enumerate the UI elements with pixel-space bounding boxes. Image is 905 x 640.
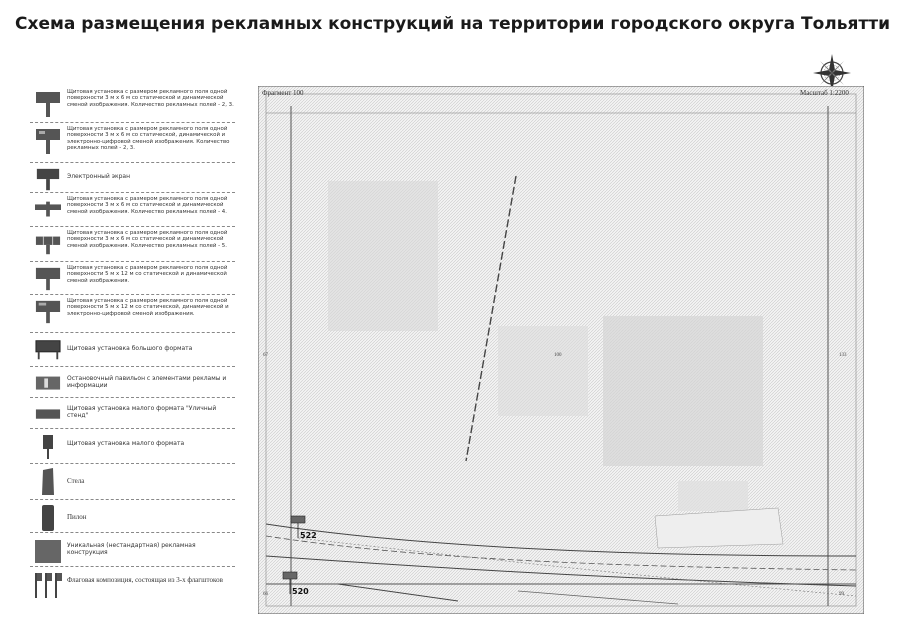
electronic-screen-icon — [34, 167, 62, 193]
legend-item — [30, 429, 235, 464]
legend-text: Уникальная (нестандартная) рекламная конструкция — [67, 542, 196, 557]
legend-text: Остановочный павильон с элементами рекламы и информации — [67, 375, 227, 390]
grid-label: 66 — [263, 592, 268, 597]
large-format-icon — [34, 337, 62, 363]
billboard-4-fields-icon — [34, 197, 62, 223]
marker-label-520[interactable]: 520 — [292, 587, 309, 596]
legend-text: Щитовая установка большого формата — [67, 345, 193, 352]
legend-item — [30, 123, 235, 163]
legend-text: Щитовая установка малого формата — [67, 440, 185, 447]
billboard-5x12-digital-icon — [34, 299, 62, 325]
legend-text: Электронный экран — [67, 173, 131, 180]
fragment-label: Фрагмент 100 — [262, 89, 304, 97]
legend-item — [30, 567, 235, 601]
legend — [30, 86, 235, 601]
legend-text: Щитовая установка с размером рекламного поля одной поверхности 3 м х 6 м со статической и динамической сменой изображения. Количество рекламных полей - 2, 3. — [67, 89, 234, 108]
legend-item — [30, 464, 235, 500]
marker-label-522[interactable]: 522 — [300, 531, 317, 540]
scale-label: Масштаб 1:2200 — [800, 89, 849, 97]
small-format-icon — [34, 433, 62, 461]
legend-text: Щитовая установка с размером рекламного поля одной поверхности 3 м х 6 м со статической, динамической и электронно-цифровой сменой изображения. Количество рекламных полей - 2, 3. — [67, 126, 230, 151]
legend-item — [30, 500, 235, 533]
legend-text: Щитовая установка с размером рекламного поля одной поверхности 5 м х 12 м со статической и динамической сменой изображения. — [67, 265, 228, 284]
legend-item — [30, 86, 235, 123]
unique-structure-icon — [34, 537, 62, 565]
legend-text: Стела — [67, 477, 85, 485]
marker-522-icon[interactable] — [291, 516, 305, 523]
legend-text: Щитовая установка с размером рекламного поля одной поверхности 5 м х 12 м со статической, динамической и электронно-цифровой сменой изображения. — [67, 298, 229, 317]
legend-item — [30, 367, 235, 398]
grid-label: 100 — [554, 353, 562, 358]
legend-text: Щитовая установка с размером рекламного поля одной поверхности 3 м х 6 м со статической и динамической сменой изображения. Количество рекламных полей - 4. — [67, 196, 228, 215]
legend-text: Флаговая композиция, состоящая из 3-х флагштоков — [67, 576, 223, 584]
legend-text: Щитовая установка малого формата "Уличный стенд" — [67, 405, 217, 420]
grid-label: 99 — [839, 592, 844, 597]
marker-520-icon[interactable] — [283, 572, 297, 579]
legend-item — [30, 193, 235, 227]
map — [258, 86, 864, 614]
legend-text: Щитовая установка с размером рекламного поля одной поверхности 3 м х 6 м со статической и динамической сменой изображения. Количество рекламных полей - 5. — [67, 230, 228, 249]
billboard-3x6-icon — [34, 90, 62, 118]
legend-text: Пилон — [67, 513, 87, 521]
billboard-5x12-icon — [34, 266, 62, 292]
legend-item — [30, 227, 235, 262]
billboard-3x6-digital-icon — [34, 127, 62, 155]
legend-item — [30, 163, 235, 193]
pylon-icon — [34, 504, 62, 532]
bus-stop-pavilion-icon — [34, 371, 62, 397]
billboard-5-fields-icon — [34, 231, 62, 257]
page-title: Схема размещения рекламных конструкций на территории городского округа Тольятти — [15, 14, 890, 34]
stele-icon — [34, 468, 62, 496]
grid-label: 133 — [839, 353, 847, 358]
grid-label: 67 — [263, 353, 268, 358]
legend-item — [30, 295, 235, 333]
street-stand-icon — [34, 402, 62, 428]
flag-composition-icon — [34, 571, 62, 599]
legend-item — [30, 262, 235, 295]
legend-item — [30, 398, 235, 429]
legend-item — [30, 533, 235, 567]
legend-item — [30, 333, 235, 367]
